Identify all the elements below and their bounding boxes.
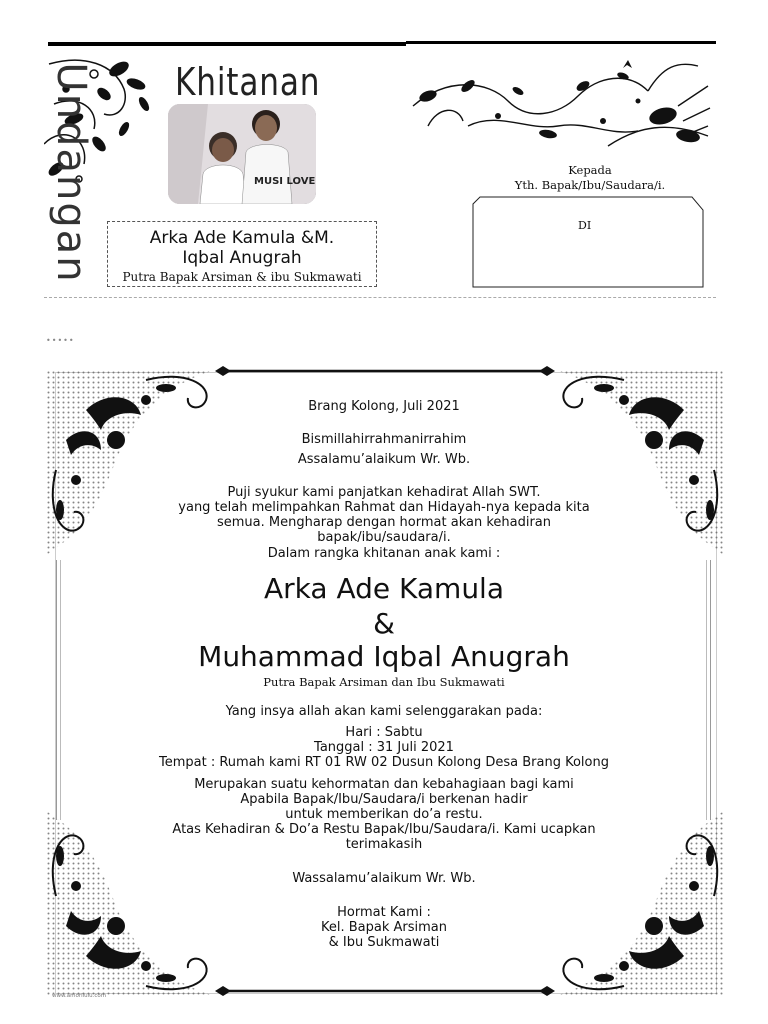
divider-dots: ••••• — [46, 336, 75, 345]
place-date: Brang Kolong, Juli 2021 — [308, 399, 460, 414]
event-place: Tempat : Rumah kami RT 01 RW 02 Dusun Kolong Desa Brang Kolong — [159, 755, 609, 770]
paragraph1-line4: bapak/ibu/saudara/i. — [317, 530, 451, 545]
bismillah: Bismillahirrahmanirrahim — [301, 432, 467, 447]
top-divider — [215, 364, 555, 378]
yth-label: Yth. Bapak/Ibu/Saudara/i. — [514, 178, 666, 192]
cover-name-box — [107, 221, 377, 287]
event-day: Hari : Sabtu — [345, 725, 423, 740]
photo-shirt-text: MUSI LOVE — [254, 176, 316, 187]
event-intro: Yang insya allah akan kami selenggarakan pada: — [225, 704, 543, 719]
left-side-line — [56, 560, 57, 820]
paragraph2-line5: terimakasih — [345, 837, 423, 852]
right-side-line-inner — [706, 560, 707, 820]
ampersand: & — [373, 607, 395, 640]
hormat-kami: Hormat Kami : — [337, 905, 431, 920]
salam: Assalamu’alaikum Wr. Wb. — [297, 452, 471, 467]
closing-salam: Wassalamu’alaikum Wr. Wb. — [292, 871, 476, 886]
paragraph2-line2: Apabila Bapak/Ibu/Saudara/i berkenan hadir — [240, 792, 528, 807]
address-box — [472, 196, 704, 288]
invitation-parents: Putra Bapak Arsiman dan Ibu Sukmawati — [263, 675, 505, 689]
footer-watermark: www.amorilulu.com — [52, 993, 107, 999]
from-line1: Kel. Bapak Arsiman — [320, 920, 447, 935]
cover-bottom-divider — [44, 297, 716, 298]
paragraph1-line5: Dalam rangka khitanan anak kami : — [267, 546, 501, 561]
child-name-1: Arka Ade Kamula — [264, 572, 504, 605]
right-side-line — [710, 560, 711, 820]
paragraph2-line1: Merupakan suatu kehormatan dan kebahagiaan bagi kami — [194, 777, 574, 792]
cover-vertical-word: Undangan — [48, 61, 94, 284]
cover-parents: Putra Bapak Arsiman & ibu Sukmawati — [122, 270, 362, 284]
cover-title: Khitanan — [175, 60, 321, 104]
bottom-divider — [215, 984, 555, 998]
left-side-line-inner — [60, 560, 61, 820]
child-name-2: Muhammad Iqbal Anugrah — [198, 640, 570, 673]
floral-ornament-right — [408, 46, 714, 150]
kepada-label: Kepada — [568, 163, 612, 177]
cover-name-line1: Arka Ade Kamula &M. — [149, 228, 335, 248]
paragraph2-line3: untuk memberikan do’a restu. — [285, 807, 483, 822]
address-di-label: DI — [578, 219, 592, 232]
paragraph1-line2: yang telah melimpahkan Rahmat dan Hidayah-nya kepada kita — [178, 500, 590, 515]
address-header — [470, 163, 710, 193]
cover-top-rule-right — [406, 41, 716, 44]
paragraph2-line4: Atas Kehadiran & Do’a Restu Bapak/Ibu/Saudara/i. Kami ucapkan — [172, 822, 596, 837]
event-date: Tanggal : 31 Juli 2021 — [314, 740, 454, 755]
paragraph1-line3: semua. Mengharap dengan hormat akan kehadiran — [216, 515, 552, 530]
from-line2: & Ibu Sukmawati — [328, 935, 440, 950]
cover-name-line2: Iqbal Anugrah — [182, 248, 302, 268]
children-photo — [168, 104, 316, 204]
paragraph1-line1: Puji syukur kami panjatkan kehadirat Allah SWT. — [227, 485, 541, 500]
